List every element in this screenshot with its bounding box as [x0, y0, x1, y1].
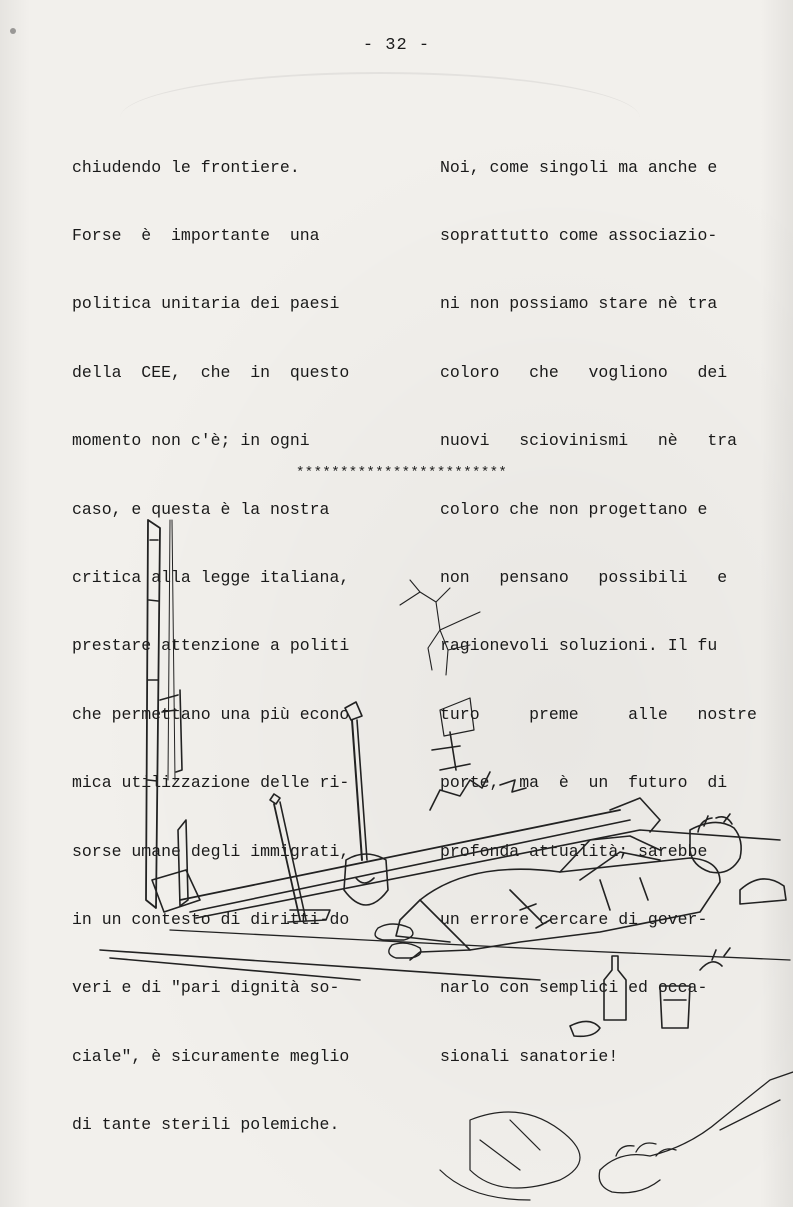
right-line: nuovi sciovinismi nè tra: [440, 431, 738, 451]
worker-accident-illustration: [0, 480, 793, 1207]
right-line: coloro che non progettano e: [440, 499, 708, 519]
fallen-worker: [375, 814, 741, 960]
asterisk-separator: ************************: [296, 465, 508, 481]
left-line: veri e di "pari dignità so-: [72, 978, 340, 998]
right-line: ragionevoli soluzioni. Il fu: [440, 636, 718, 656]
left-line: in un contesto di diritti-do: [72, 909, 350, 929]
left-line: Forse è importante una: [72, 225, 320, 245]
pickaxe: [178, 794, 330, 922]
right-line: profonda attualità; sarebbe: [440, 841, 708, 861]
ground: [100, 930, 790, 980]
right-line: non pensano possibili e: [440, 567, 728, 587]
hard-hat: [740, 879, 786, 904]
right-line: un errore cercare di gover-: [440, 909, 708, 929]
right-line: coloro che vogliono dei: [440, 362, 728, 382]
rubble: [440, 1112, 580, 1200]
left-line: politica unitaria dei paesi: [72, 294, 340, 314]
right-line: narlo con semplici ed occa-: [440, 978, 708, 998]
left-line: chiudendo le frontiere.: [72, 157, 300, 177]
right-line: sionali sanatorie!: [440, 1046, 619, 1066]
hand: [599, 1072, 793, 1193]
collapsed-wall: [180, 698, 780, 918]
left-line: caso, e questa è la nostra: [72, 499, 330, 519]
right-line: porte, ma è un futuro di: [440, 773, 728, 793]
right-line: turo preme alle nostre: [440, 704, 757, 724]
right-line: Noi, come singoli ma anche e: [440, 157, 718, 177]
left-line: momento non c'è; in ogni: [72, 431, 310, 451]
left-line: sorse umane degli immigrati,: [72, 841, 350, 861]
right-line: ni non possiamo stare nè tra: [440, 294, 718, 314]
left-line: della CEE, che in questo: [72, 362, 350, 382]
scaffold-pole: [146, 520, 200, 912]
left-line: prestare attenzione a politi: [72, 636, 350, 656]
right-line: soprattutto come associazio-: [440, 225, 718, 245]
page-number: - 32 -: [362, 36, 431, 55]
left-line: critica alla legge italiana,: [72, 567, 350, 587]
left-line: di tante sterili polemiche.: [72, 1115, 340, 1135]
lunch-items: [570, 948, 730, 1036]
left-line: mica utilizzazione delle ri-: [72, 773, 350, 793]
left-line: che permettano una più econo: [72, 704, 350, 724]
ink-smudge: [10, 28, 16, 34]
left-line: ciale", è sicuramente meglio: [72, 1046, 350, 1066]
crack: [400, 580, 480, 675]
